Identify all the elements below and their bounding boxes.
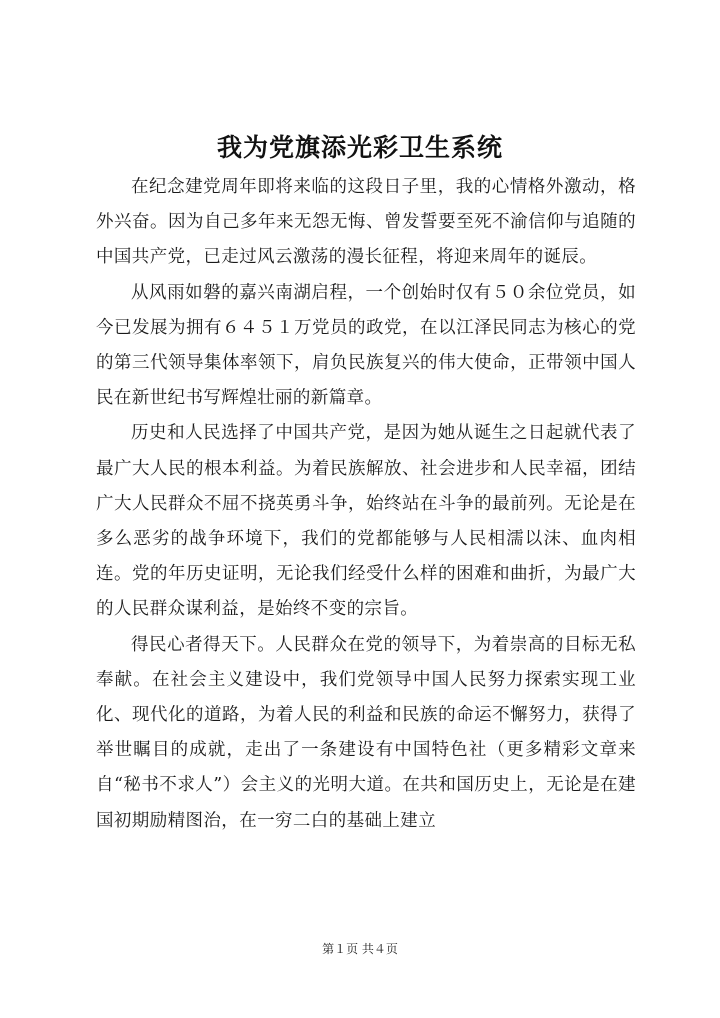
paragraph-1: 在纪念建党周年即将来临的这段日子里，我的心情格外激动，格外兴奋。因为自己多年来无怨无悔、曾发誓要至死不渝信仰与追随的中国共产党，已走过风云激荡的漫长征程，将迎来周年的诞辰。 [96, 177, 636, 268]
document-body [96, 170, 636, 839]
paragraph-2: 从风雨如磐的嘉兴南湖启程，一个创始时仅有５０余位党员，如今已发展为拥有６４５１万党员的政党，在以江泽民同志为核心的党的第三代领导集体率领下，肩负民族复兴的伟大使命，正带领中国人民在新世纪书写辉煌壮丽的新篇章。 [96, 282, 636, 409]
page-footer: 第１页 共４页 [322, 942, 398, 956]
paragraph-3: 历史和人民选择了中国共产党，是因为她从诞生之日起就代表了最广大人民的根本利益。为着民族解放、社会进步和人民幸福，团结广大人民群众不屈不挠英勇斗争，始终站在斗争的最前列。无论是在多么恶劣的战争环境下，我们的党都能够与人民相濡以沫、血肉相连。党的年历史证明，无论我们经受什么样的困难和曲折，为最广大的人民群众谋利益，是始终不变的宗旨。 [96, 423, 636, 620]
document-title: 我为党旗添光彩卫生系统 [216, 133, 503, 162]
paragraph-4: 得民心者得天下。人民群众在党的领导下，为着崇高的目标无私奉献。在社会主义建设中，我们党领导中国人民努力探索实现工业化、现代化的道路，为着人民的利益和民族的命运不懈努力，获得了举世瞩目的成就，走出了一条建设有中国特色社（更多精彩文章来自“秘书不求人”）会主义的光明大道。在共和国历史上，无论是在建国初期励精图治，在一穷二白的基础上建立 [96, 634, 636, 831]
